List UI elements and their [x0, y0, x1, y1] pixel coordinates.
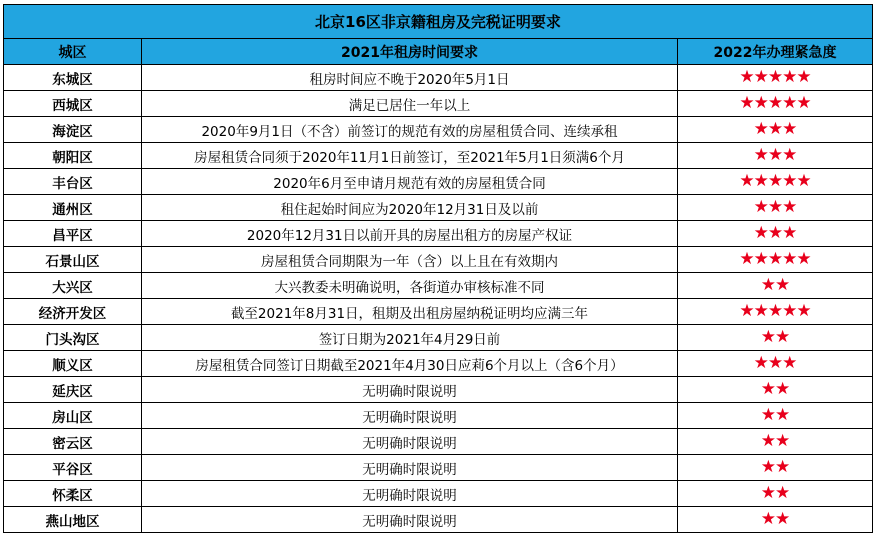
district-cell: 密云区 — [4, 429, 142, 455]
table-row — [4, 169, 873, 195]
requirement-cell: 截至2021年8月31日，租期及出租房屋纳税证明均应满三年 — [142, 299, 678, 325]
district-cell: 燕山地区 — [4, 507, 142, 533]
requirement-cell: 无明确时限说明 — [142, 507, 678, 533]
urgency-stars-icon: ★★ — [760, 405, 790, 425]
urgency-stars-icon: ★★ — [760, 327, 790, 347]
district-cell: 怀柔区 — [4, 481, 142, 507]
urgency-stars-icon: ★★★★★ — [739, 93, 811, 113]
urgency-stars-icon: ★★★★★ — [739, 171, 811, 191]
table-row — [4, 377, 873, 403]
urgency-cell — [678, 221, 873, 247]
requirement-cell: 满足已居住一年以上 — [142, 91, 678, 117]
urgency-cell — [678, 299, 873, 325]
district-cell: 石景山区 — [4, 247, 142, 273]
table-row — [4, 429, 873, 455]
urgency-cell — [678, 143, 873, 169]
district-cell: 门头沟区 — [4, 325, 142, 351]
requirement-cell: 租住起始时间应为2020年12月31日及以前 — [142, 195, 678, 221]
urgency-cell — [678, 351, 873, 377]
header-row — [4, 39, 873, 65]
urgency-stars-icon: ★★ — [760, 457, 790, 477]
urgency-cell — [678, 481, 873, 507]
requirement-cell: 2020年12月31日以前开具的房屋出租方的房屋产权证 — [142, 221, 678, 247]
requirement-cell: 房屋租赁合同须于2020年11月1日前签订，至2021年5月1日须满6个月 — [142, 143, 678, 169]
urgency-stars-icon: ★★★★★ — [739, 249, 811, 269]
table-row — [4, 143, 873, 169]
urgency-stars-icon: ★★★ — [753, 197, 797, 217]
district-cell: 东城区 — [4, 65, 142, 91]
requirement-cell: 无明确时限说明 — [142, 429, 678, 455]
table-row — [4, 507, 873, 533]
requirement-cell: 无明确时限说明 — [142, 403, 678, 429]
table-row — [4, 195, 873, 221]
urgency-cell — [678, 507, 873, 533]
table-row — [4, 481, 873, 507]
district-cell: 海淀区 — [4, 117, 142, 143]
urgency-stars-icon: ★★★★★ — [739, 67, 811, 87]
urgency-cell — [678, 195, 873, 221]
district-cell: 丰台区 — [4, 169, 142, 195]
urgency-stars-icon: ★★ — [760, 431, 790, 451]
table-row — [4, 117, 873, 143]
urgency-stars-icon: ★★★ — [753, 223, 797, 243]
requirement-cell: 大兴教委未明确说明，各街道办审核标准不同 — [142, 273, 678, 299]
district-cell: 平谷区 — [4, 455, 142, 481]
table-title: 北京16区非京籍租房及完税证明要求 — [4, 5, 873, 39]
requirement-cell: 房屋租赁合同签订日期截至2021年4月30日应莉6个月以上（含6个月） — [142, 351, 678, 377]
urgency-cell — [678, 455, 873, 481]
urgency-cell — [678, 273, 873, 299]
district-cell: 延庆区 — [4, 377, 142, 403]
district-cell: 通州区 — [4, 195, 142, 221]
table-row — [4, 403, 873, 429]
urgency-stars-icon: ★★ — [760, 509, 790, 529]
urgency-cell — [678, 117, 873, 143]
district-cell: 顺义区 — [4, 351, 142, 377]
urgency-stars-icon: ★★ — [760, 379, 790, 399]
requirement-cell: 无明确时限说明 — [142, 377, 678, 403]
header-requirement: 2021年租房时间要求 — [142, 39, 678, 65]
requirement-cell: 无明确时限说明 — [142, 455, 678, 481]
title-row — [4, 5, 873, 39]
urgency-stars-icon: ★★★ — [753, 145, 797, 165]
table-row — [4, 273, 873, 299]
table-row — [4, 247, 873, 273]
urgency-cell — [678, 325, 873, 351]
district-cell: 朝阳区 — [4, 143, 142, 169]
district-cell: 房山区 — [4, 403, 142, 429]
table-row — [4, 299, 873, 325]
table-row — [4, 91, 873, 117]
table-row — [4, 325, 873, 351]
district-cell: 昌平区 — [4, 221, 142, 247]
table-row — [4, 65, 873, 91]
requirement-cell: 签订日期为2021年4月29日前 — [142, 325, 678, 351]
table-row — [4, 351, 873, 377]
requirement-cell: 租房时间应不晚于2020年5月1日 — [142, 65, 678, 91]
urgency-cell — [678, 65, 873, 91]
urgency-cell — [678, 403, 873, 429]
district-cell: 经济开发区 — [4, 299, 142, 325]
requirement-cell: 房屋租赁合同期限为一年（含）以上且在有效期内 — [142, 247, 678, 273]
table-row — [4, 455, 873, 481]
requirements-table — [3, 4, 873, 533]
table-row — [4, 221, 873, 247]
header-district: 城区 — [4, 39, 142, 65]
urgency-cell — [678, 247, 873, 273]
urgency-stars-icon: ★★★ — [753, 353, 797, 373]
urgency-cell — [678, 429, 873, 455]
requirement-cell: 2020年9月1日（不含）前签订的规范有效的房屋租赁合同、连续承租 — [142, 117, 678, 143]
urgency-stars-icon: ★★★ — [753, 119, 797, 139]
urgency-stars-icon: ★★ — [760, 483, 790, 503]
urgency-cell — [678, 169, 873, 195]
requirement-cell: 2020年6月至申请月规范有效的房屋租赁合同 — [142, 169, 678, 195]
district-cell: 大兴区 — [4, 273, 142, 299]
header-urgency: 2022年办理紧急度 — [678, 39, 873, 65]
requirement-cell: 无明确时限说明 — [142, 481, 678, 507]
district-cell: 西城区 — [4, 91, 142, 117]
urgency-cell — [678, 91, 873, 117]
urgency-stars-icon: ★★ — [760, 275, 790, 295]
urgency-stars-icon: ★★★★★ — [739, 301, 811, 321]
urgency-cell — [678, 377, 873, 403]
